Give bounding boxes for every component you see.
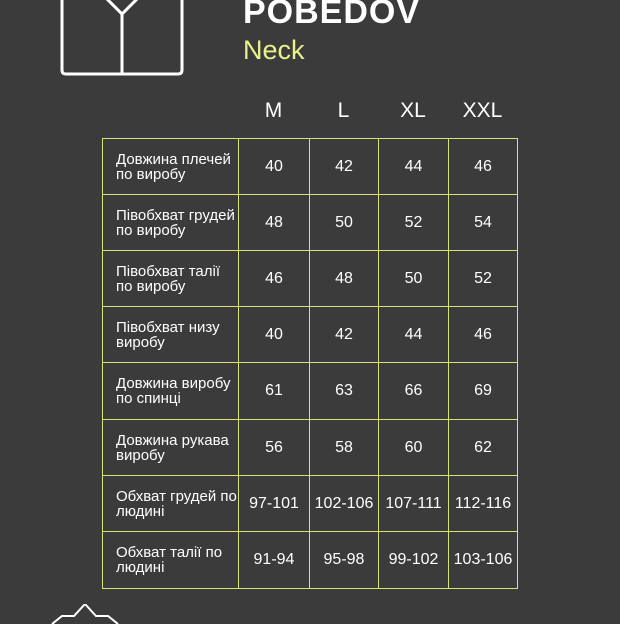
brand-title: POBEDOV (243, 0, 421, 31)
table-cell: 42 (310, 139, 379, 195)
table-cell: 95-98 (310, 532, 379, 589)
row-label: Довжина виробу по спинці (103, 363, 239, 420)
size-header-l: L (337, 99, 350, 122)
shirt-icon (58, 0, 186, 76)
table-cell: 56 (239, 420, 310, 476)
table-cell: 103-106 (449, 532, 518, 589)
row-label: Півобхват низу виробу (103, 307, 239, 363)
table-cell: 102-106 (310, 476, 379, 532)
table-cell: 46 (449, 307, 518, 363)
row-label: Довжина рукава виробу (103, 420, 239, 476)
table-cell: 61 (239, 363, 310, 420)
size-header-xxl: XXL (462, 99, 503, 122)
table-cell: 62 (449, 420, 518, 476)
table-cell: 40 (239, 139, 310, 195)
table-cell: 44 (379, 307, 449, 363)
table-row (103, 363, 518, 420)
table-row (103, 532, 518, 589)
table-cell: 99-102 (379, 532, 449, 589)
shirt-icon (50, 604, 120, 624)
table-row (103, 420, 518, 476)
table-cell: 50 (310, 195, 379, 251)
table-row (103, 195, 518, 251)
table-cell: 91-94 (239, 532, 310, 589)
table-cell: 50 (379, 251, 449, 307)
table-cell: 40 (239, 307, 310, 363)
table-cell: 48 (239, 195, 310, 251)
table-row (103, 251, 518, 307)
row-label: Півобхват талії по виробу (103, 251, 239, 307)
table-cell: 52 (449, 251, 518, 307)
row-label: Обхват грудей по людині (103, 476, 239, 532)
brand-subtitle: Neck (243, 35, 305, 65)
table-cell: 63 (310, 363, 379, 420)
size-header-xl: XL (400, 99, 426, 122)
table-cell: 46 (239, 251, 310, 307)
table-cell: 97-101 (239, 476, 310, 532)
table-cell: 112-116 (449, 476, 518, 532)
table-cell: 60 (379, 420, 449, 476)
row-label: Довжина плечей по виробу (103, 139, 239, 195)
table-cell: 107-111 (379, 476, 449, 532)
table-row (103, 307, 518, 363)
table-cell: 54 (449, 195, 518, 251)
table-cell: 66 (379, 363, 449, 420)
table-row (103, 139, 518, 195)
table-cell: 69 (449, 363, 518, 420)
table-cell: 52 (379, 195, 449, 251)
table-cell: 48 (310, 251, 379, 307)
row-label: Півобхват грудей по виробу (103, 195, 239, 251)
table-cell: 42 (310, 307, 379, 363)
size-table (102, 138, 518, 589)
row-label: Обхват талії по людині (103, 532, 239, 589)
table-cell: 46 (449, 139, 518, 195)
size-header-m: M (264, 99, 283, 122)
table-cell: 58 (310, 420, 379, 476)
table-row (103, 476, 518, 532)
table-cell: 44 (379, 139, 449, 195)
